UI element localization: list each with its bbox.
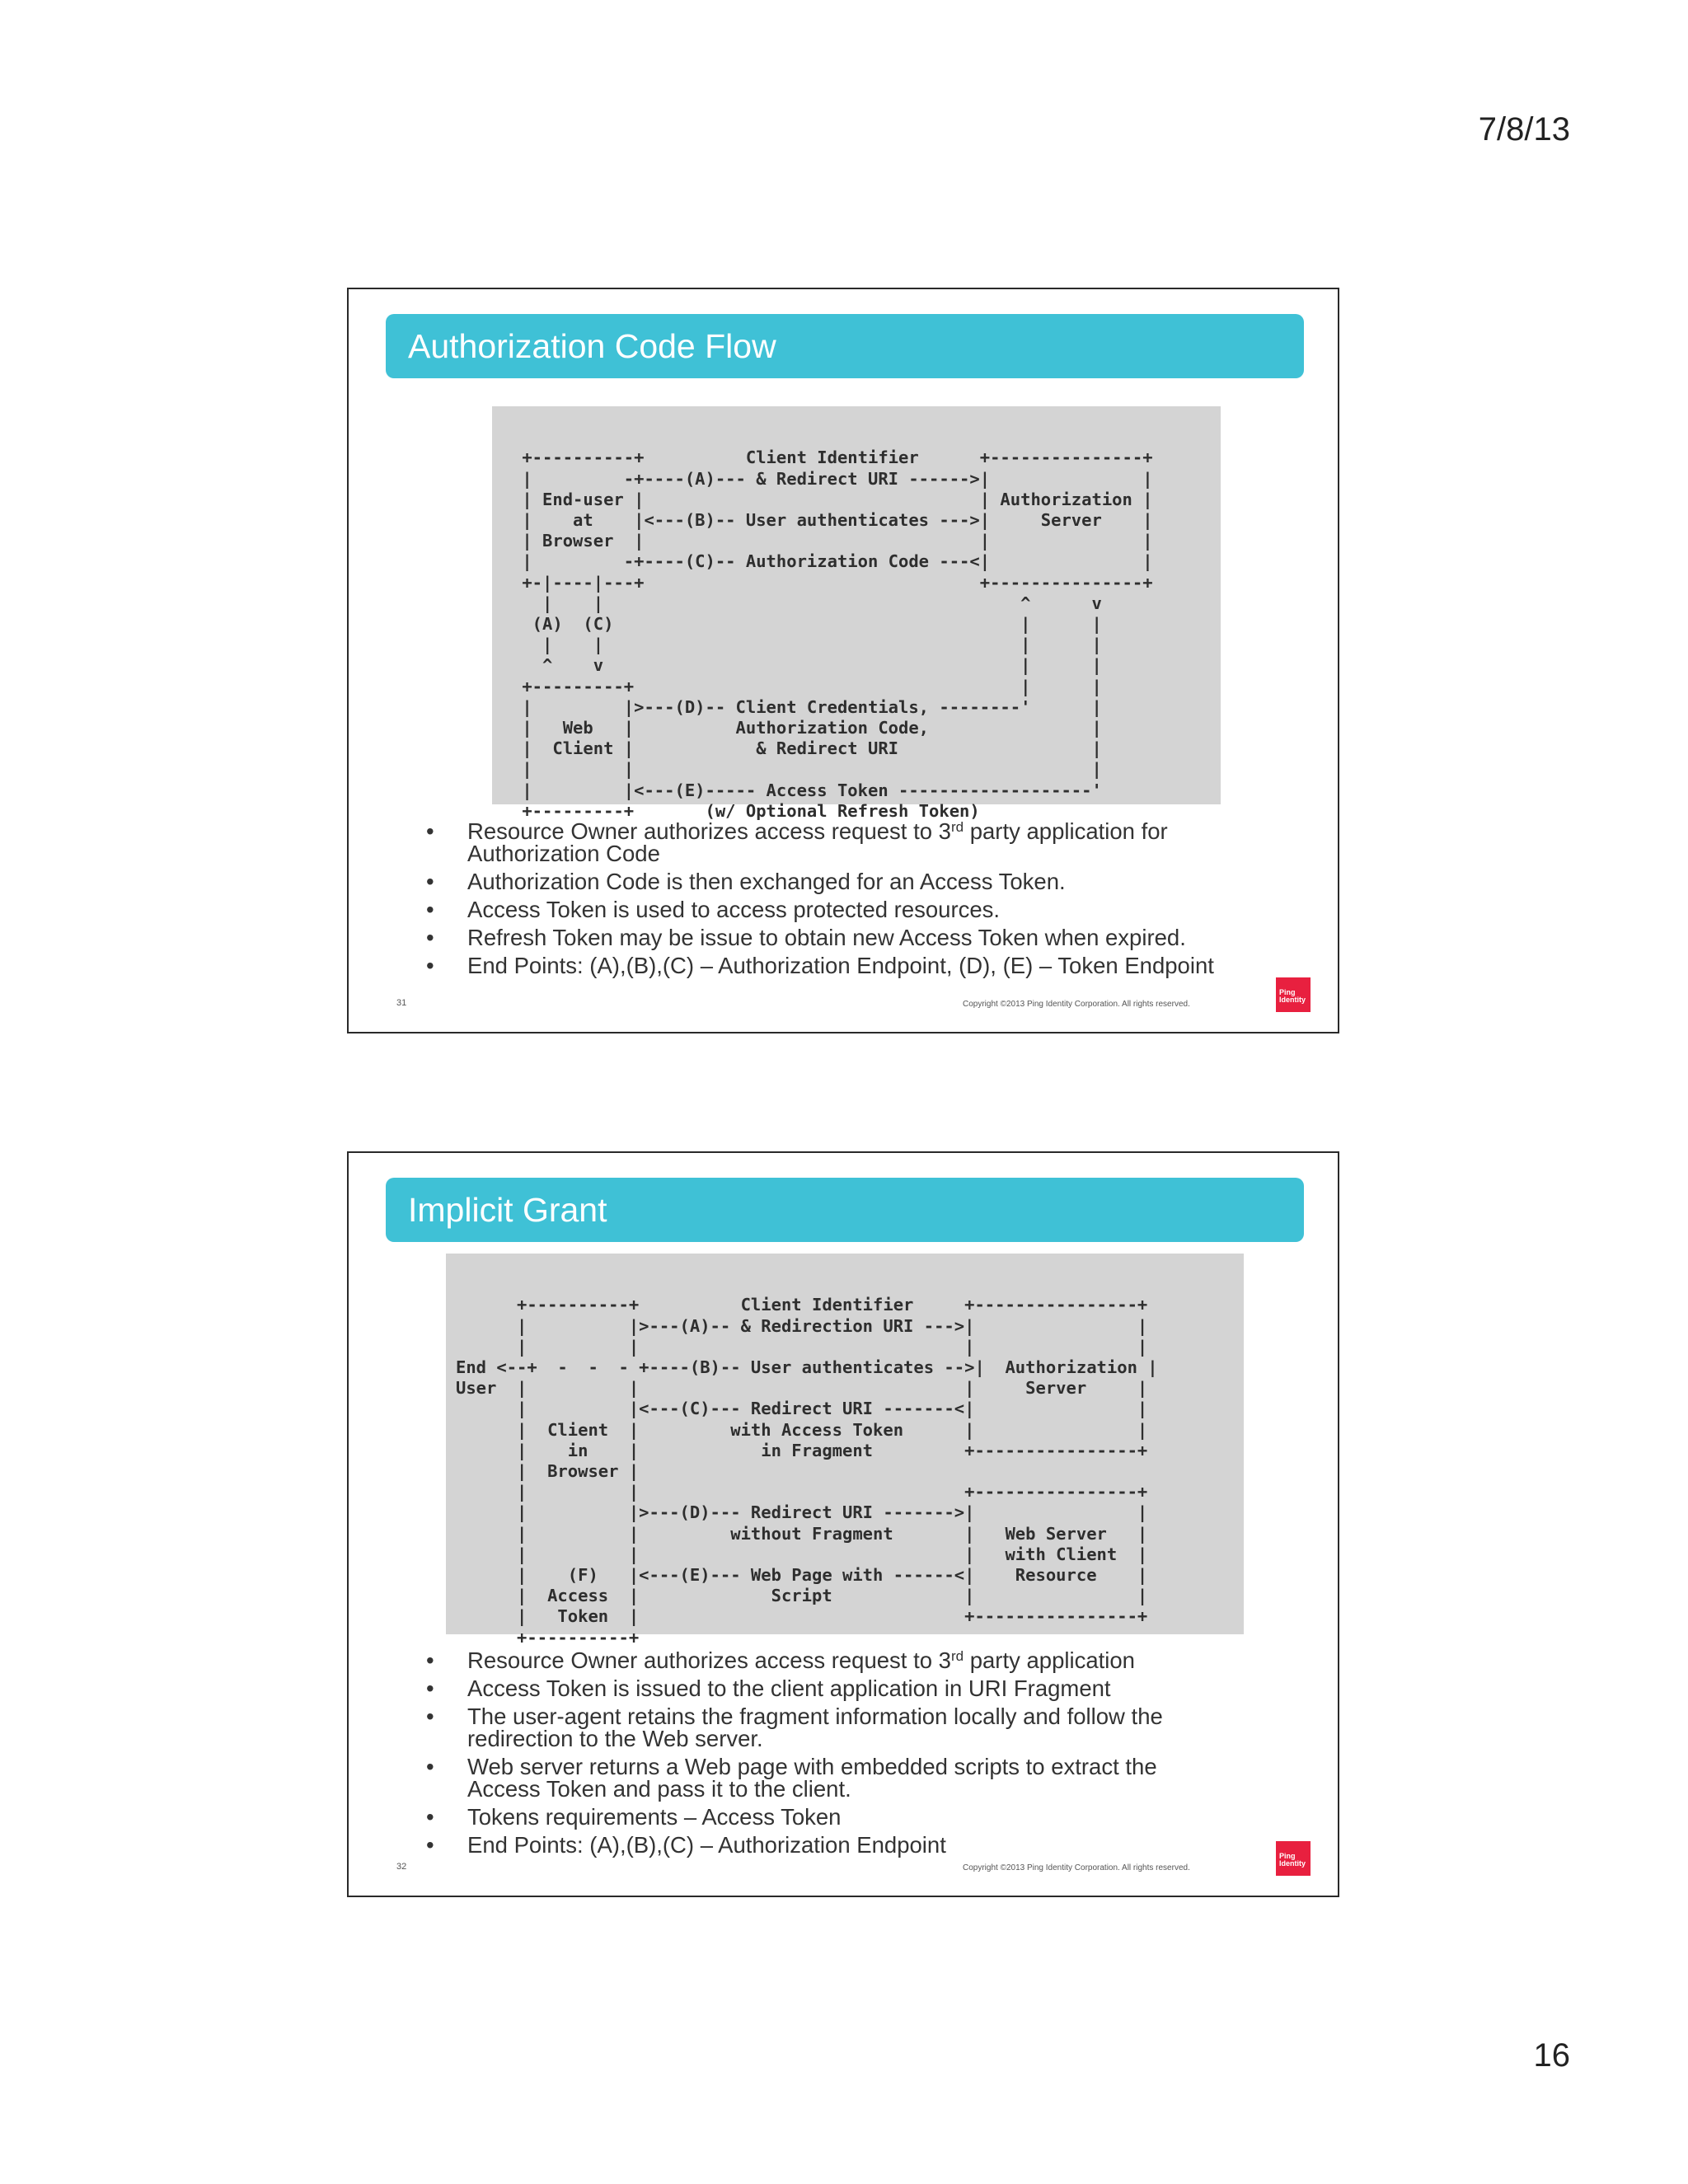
slide-number: 31 — [396, 998, 407, 1008]
slide-implicit-grant — [347, 1151, 1339, 1897]
list-item: • Access Token is used to access protected resources. — [426, 897, 1001, 922]
slide-number: 32 — [396, 1862, 407, 1872]
slide-title: Authorization Code Flow — [386, 314, 1304, 378]
bullet-icon: • — [426, 869, 434, 894]
bullet-icon: • — [426, 925, 434, 950]
bullet-icon: • — [426, 897, 434, 922]
list-item: • Resource Owner authorizes access request to 3rd party application — [426, 1647, 1135, 1673]
ping-identity-logo: Ping Identity — [1276, 977, 1311, 1012]
list-item: • Web server returns a Web page with embedded scripts to extract the Access Token and pass it to the client. — [426, 1754, 1157, 1802]
page-date: 7/8/13 — [1478, 111, 1570, 148]
slide-authorization-code-flow — [347, 288, 1339, 1033]
bullet-icon: • — [426, 1675, 434, 1701]
page-number: 16 — [1533, 2037, 1570, 2074]
copyright-notice: Copyright ©2013 Ping Identity Corporation. All rights reserved. — [963, 1000, 1190, 1009]
list-item: • Access Token is issued to the client application in URI Fragment — [426, 1675, 1111, 1701]
flow-diagram — [446, 1254, 1244, 1647]
list-item: • End Points: (A),(B),(C) – Authorization Endpoint, (D), (E) – Token Endpoint — [426, 953, 1214, 978]
slide-title: Implicit Grant — [386, 1178, 1304, 1242]
bullet-icon: • — [426, 1804, 434, 1830]
ascii-diagram-text: +----------+ Client Identifier +---------------+ | -+----(A)--- & Redirect URI ------>| | | End-user | | Authorization | | at |<---(B)-- User authenticates --->| Server | | Browser | | | | -+----(C)-- Authorization Code ---<| | +-|----|---+ +---------------+ | | ^ v (A) (C) | | | | | | ^ v | | +---------+ | | | |>---(D)-- Client Credentials, --------' | | Web | Authorization Code, | | Client | & Redirect URI | | | | | |<---(E)----- Access Token -------------------' +---------+ (w/ Optional Refresh Token) — [522, 448, 1153, 821]
bullet-icon: • — [426, 1647, 434, 1673]
bullet-icon: • — [426, 818, 434, 844]
copyright-notice: Copyright ©2013 Ping Identity Corporation. All rights reserved. — [963, 1863, 1190, 1872]
bullet-list — [426, 820, 1234, 982]
list-item: • The user-agent retains the fragment information locally and follow the redirection to the Web server. — [426, 1704, 1163, 1751]
flow-diagram — [492, 406, 1221, 821]
list-item: • Authorization Code is then exchanged for an Access Token. — [426, 869, 1066, 894]
bullet-icon: • — [426, 1704, 434, 1729]
bullet-list — [426, 1649, 1234, 1862]
ascii-diagram-text: +----------+ Client Identifier +----------------+ | |>---(A)-- & Redirection URI --->| | | | | | End <--+ - - - +----(B)-- User authenticates -->| Authorization | User | | | Server | | |<---(C)--- Redirect URI -------<| | | Client | with Access Token | | | in | in Fragment +----------------+ | Browser | | | +----------------+ | |>---(D)--- Redirect URI ------->| | | | without Fragment | Web Server | | | | with Client | | (F) |<---(E)--- Web Page with ------<| Resource | | Access | Script | | | Token | +----------------+ +----------+ — [456, 1295, 1158, 1647]
bullet-icon: • — [426, 1754, 434, 1779]
list-item: • Resource Owner authorizes access request to 3rd party application for Authorization Code — [426, 818, 1168, 866]
bullet-icon: • — [426, 1832, 434, 1858]
list-item: • Tokens requirements – Access Token — [426, 1804, 842, 1830]
list-item: • Refresh Token may be issue to obtain new Access Token when expired. — [426, 925, 1186, 950]
list-item: • End Points: (A),(B),(C) – Authorization Endpoint — [426, 1832, 946, 1858]
bullet-icon: • — [426, 953, 434, 978]
ping-identity-logo: Ping Identity — [1276, 1841, 1311, 1876]
